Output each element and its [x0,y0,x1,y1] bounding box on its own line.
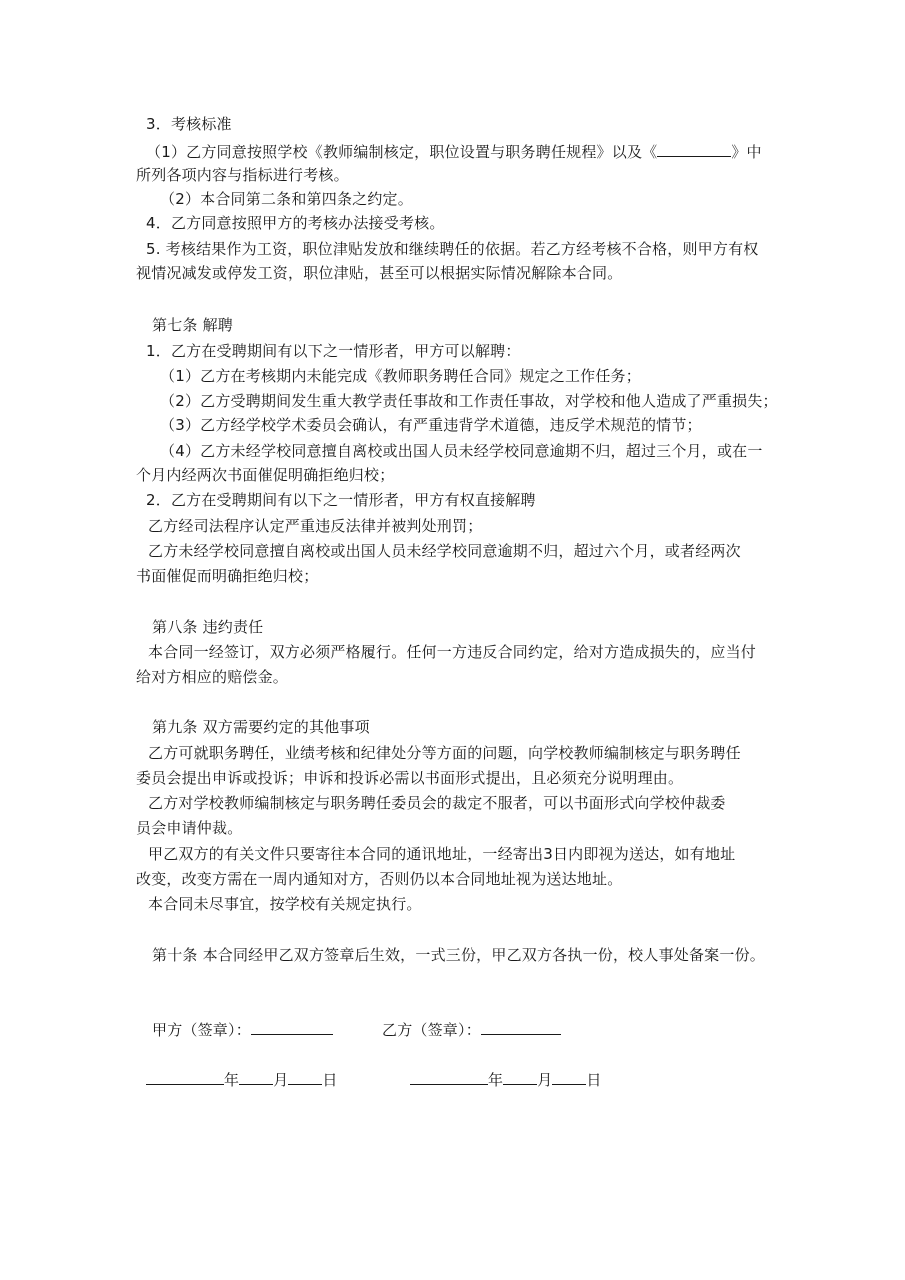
assessment-clause-1 [146,141,762,162]
party-a-label: 甲方（签章）： [152,1021,251,1039]
party-b-label: 乙方（签章）： [382,1021,481,1039]
section-7-heading: 第七条 解聘 [152,316,233,334]
assessment-item-4: 4．乙方同意按照甲方的考核办法接受考核。 [146,214,445,232]
section-9-heading: 第九条 双方需要约定的其他事项 [152,718,370,736]
assessment-clause-1-text: （1）乙方同意按照学校《教师编制核定，职位设置与职务聘任规程》以及《 [146,143,658,161]
assessment-clause-1-end: 》中 [731,143,762,161]
document-name-blank [657,141,731,157]
breach-liability-text-cont: 给对方相应的赔偿金。 [136,668,289,686]
assessment-item-5: 5. 考核结果作为工资，职位津贴发放和继续聘任的依据。若乙方经考核不合格，则甲方有权 [146,240,759,258]
party-a-month-blank [239,1069,273,1085]
other-matters-para-3-cont: 改变，改变方需在一周内通知对方，否则仍以本合同地址视为送达地址。 [136,870,623,888]
breach-liability-text: 本合同一经签订，双方必须严格履行。任何一方违反合同约定，给对方造成损失的，应当付 [148,643,757,661]
party-b-date [410,1069,602,1090]
party-a-day-label: 日 [322,1071,338,1089]
party-a-year-blank [146,1069,224,1085]
other-matters-para-2-cont: 员会申请仲裁。 [136,819,243,837]
dismissal-clause-4: （4）乙方未经学校同意擅自离校或出国人员未经学校同意逾期不归，超过三个月，或在一 [160,442,763,460]
dismissal-item-2: 2．乙方在受聘期间有以下之一情形者，甲方有权直接解聘 [146,491,536,509]
party-b-month-blank [503,1069,537,1085]
party-a-signature-blank [251,1019,333,1035]
direct-dismissal-clause-2-cont: 书面催促而明确拒绝归校； [136,567,319,585]
party-b-day-label: 日 [586,1071,602,1089]
assessment-standard-heading: 3．考核标准 [146,115,232,133]
assessment-item-5-cont: 视情况减发或停发工资，职位津贴，甚至可以根据实际情况解除本合同。 [136,264,623,282]
party-b-day-blank [552,1069,586,1085]
other-matters-para-1: 乙方可就职务聘任，业绩考核和纪律处分等方面的问题，向学校教师编制核定与职务聘任 [148,744,741,762]
party-a-year-label: 年 [224,1071,240,1089]
direct-dismissal-clause-1: 乙方经司法程序认定严重违反法律并被判处刑罚； [148,517,483,535]
party-b-signature [382,1019,561,1040]
dismissal-item-1: 1．乙方在受聘期间有以下之一情形者，甲方可以解聘： [146,342,521,360]
dismissal-clause-4-cont: 个月内经两次书面催促明确拒绝归校； [136,466,395,484]
party-a-day-blank [288,1069,322,1085]
section-8-heading: 第八条 违约责任 [152,618,264,636]
party-a-signature [152,1019,333,1040]
dismissal-clause-3: （3）乙方经学校学术委员会确认，有严重违背学术道德，违反学术规范的情节； [160,416,702,434]
other-matters-para-3: 甲乙双方的有关文件只要寄往本合同的通讯地址，一经寄出3日内即视为送达，如有地址 [148,845,736,863]
other-matters-para-1-cont: 委员会提出申诉或投诉；申诉和投诉必需以书面形式提出，且必须充分说明理由。 [136,769,684,787]
party-b-year-label: 年 [488,1071,504,1089]
party-b-signature-blank [481,1019,561,1035]
assessment-clause-1-cont: 所列各项内容与指标进行考核。 [136,166,349,184]
party-a-month-label: 月 [273,1071,289,1089]
direct-dismissal-clause-2: 乙方未经学校同意擅自离校或出国人员未经学校同意逾期不归，超过六个月，或者经两次 [148,542,741,560]
section-10-text: 第十条 本合同经甲乙双方签章后生效，一式三份，甲乙双方各执一份，校人事处备案一份。 [152,946,765,964]
party-b-year-blank [410,1069,488,1085]
other-matters-para-4: 本合同未尽事宜，按学校有关规定执行。 [148,895,422,913]
other-matters-para-2: 乙方对学校教师编制核定与职务聘任委员会的裁定不服者，可以书面形式向学校仲裁委 [148,794,726,812]
party-b-month-label: 月 [537,1071,553,1089]
dismissal-clause-2: （2）乙方受聘期间发生重大教学责任事故和工作责任事故，对学校和他人造成了严重损失； [160,392,778,410]
dismissal-clause-1: （1）乙方在考核期内未能完成《教师职务聘任合同》规定之工作任务； [160,367,641,385]
party-a-date [146,1069,338,1090]
assessment-clause-2: （2）本合同第二条和第四条之约定。 [160,190,413,208]
